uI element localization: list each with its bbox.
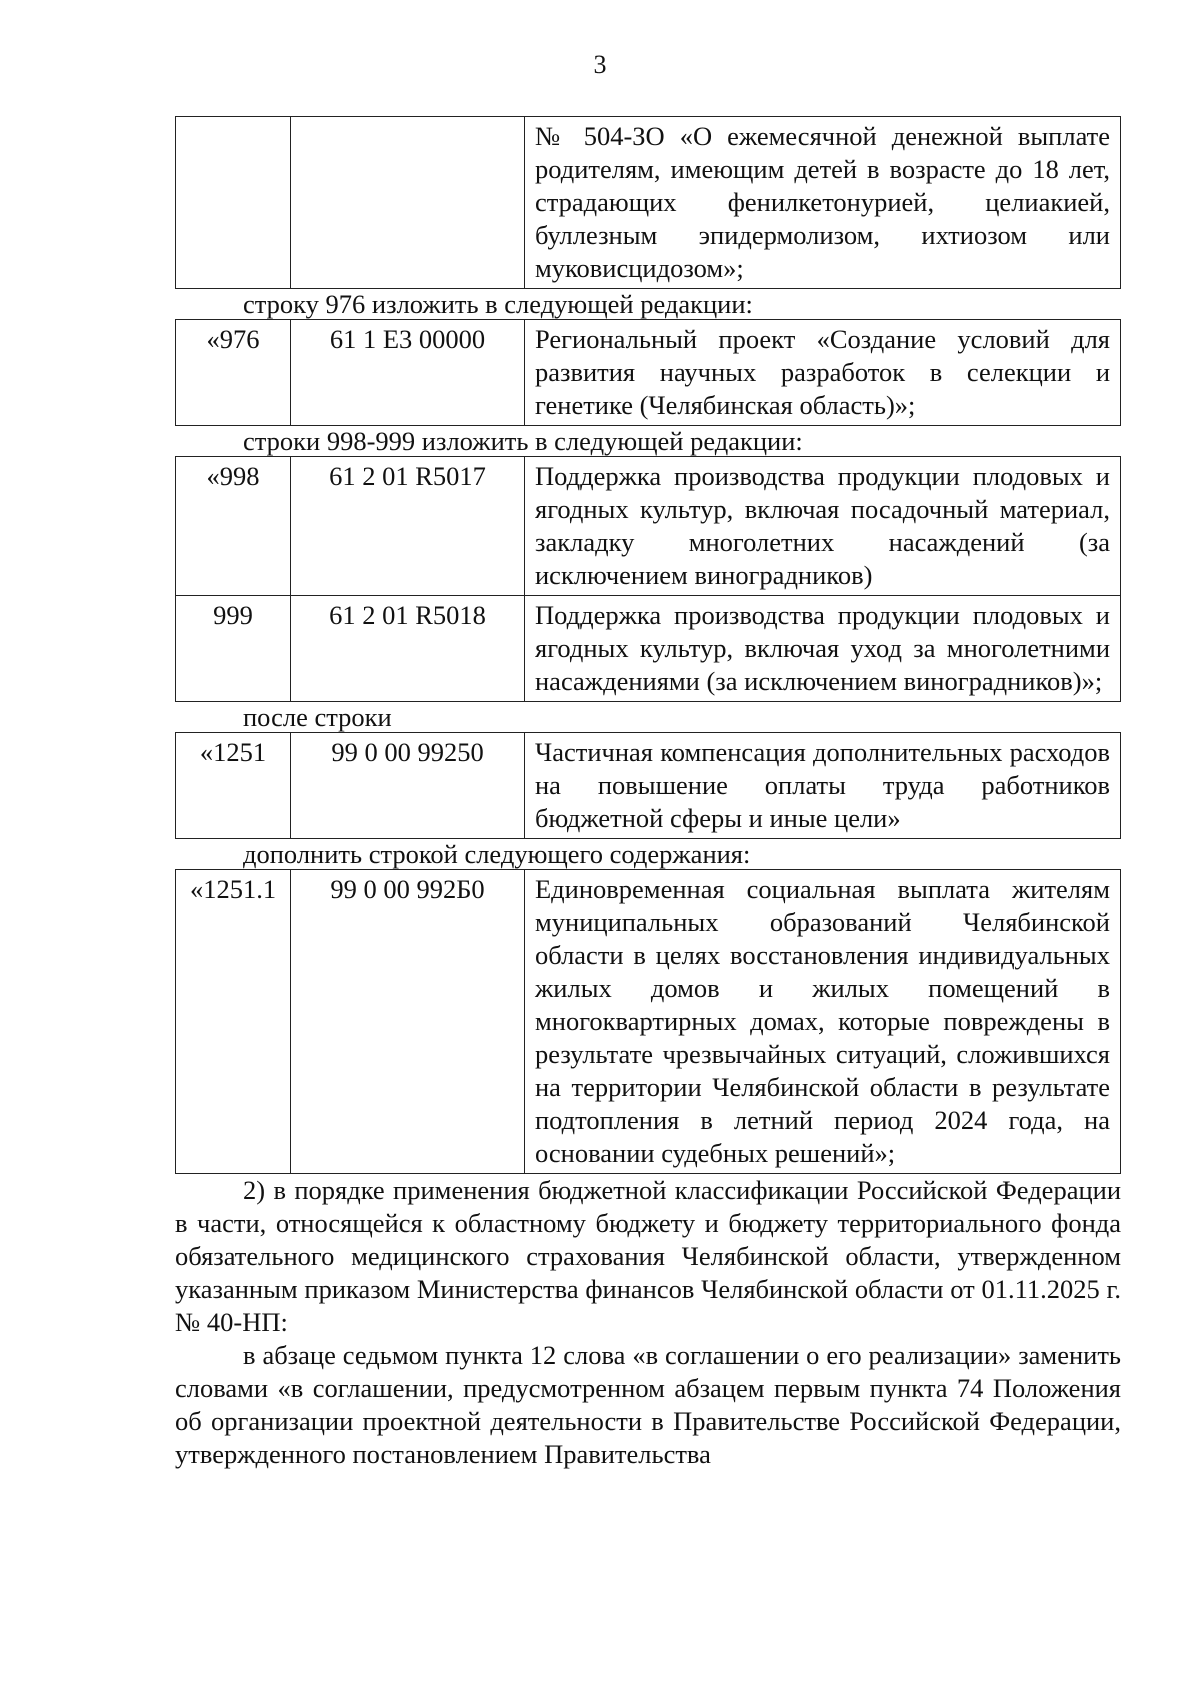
table-rows-998-999: [175, 456, 1121, 702]
table-row: [176, 870, 1121, 1174]
table-row: [176, 596, 1121, 702]
row-number-cell: «1251: [176, 733, 291, 839]
row-code-cell: 61 1 Е3 00000: [291, 320, 525, 426]
instruction-998-999: строки 998-999 изложить в следующей редакции:: [243, 426, 803, 456]
table-row-1251: [175, 732, 1121, 839]
row-text-cell: Поддержка производства продукции плодовых и ягодных культур, включая посадочный материал, закладку многолетних насаждений (за исключением виноградников): [525, 457, 1121, 596]
row-number-cell: [176, 117, 291, 289]
row-number-cell: «976: [176, 320, 291, 426]
instruction-976: строку 976 изложить в следующей редакции:: [243, 289, 753, 319]
row-code-cell: 61 2 01 R5018: [291, 596, 525, 702]
paragraph-budget-classification: 2) в порядке применения бюджетной классификации Российской Федерации в части, относящейся к областному бюджету и бюджету территориального фонда обязательного медицинского страхования Челябинской области, утвержденном указанным приказом Министерства финансов Челябинской области от 01.11.2025 г. № 40-НП:: [175, 1175, 1121, 1337]
row-code-cell: 99 0 00 99250: [291, 733, 525, 839]
table-continuation: [175, 116, 1121, 289]
row-text-cell: Поддержка производства продукции плодовых и ягодных культур, включая уход за многолетними насаждениями (за исключением виноградников)»;: [525, 596, 1121, 702]
table-row: [176, 733, 1121, 839]
row-text-cell: № 504-ЗО «О ежемесячной денежной выплате родителям, имеющим детей в возрасте до 18 лет, страдающих фенилкетонурией, целиакией, буллезным эпидермолизом, ихтиозом или муковисцидозом»;: [525, 117, 1121, 289]
table-row: [176, 457, 1121, 596]
row-number-cell: «1251.1: [176, 870, 291, 1174]
instruction-add-row: дополнить строкой следующего содержания:: [243, 839, 751, 869]
document-body: [175, 116, 1121, 1471]
row-number-cell: «998: [176, 457, 291, 596]
row-number-cell: 999: [176, 596, 291, 702]
table-row: [176, 320, 1121, 426]
row-code-cell: [291, 117, 525, 289]
row-text-cell: Частичная компенсация дополнительных расходов на повышение оплаты труда работников бюджетной сферы и иные цели»: [525, 733, 1121, 839]
table-row-1251-1: [175, 869, 1121, 1174]
row-code-cell: 99 0 00 992Б0: [291, 870, 525, 1174]
row-text-cell: Региональный проект «Создание условий для развития научных разработок в селекции и генетике (Челябинская область)»;: [525, 320, 1121, 426]
paragraph-amendment: в абзаце седьмом пункта 12 слова «в соглашении о его реализации» заменить словами «в соглашении, предусмотренном абзацем первым пункта 74 Положения об организации проектной деятельности в Правительстве Российской Федерации, утвержденного постановлением Правительства: [175, 1340, 1121, 1469]
row-code-cell: 61 2 01 R5017: [291, 457, 525, 596]
instruction-after-row: после строки: [243, 702, 392, 732]
row-text-cell: Единовременная социальная выплата жителям муниципальных образований Челябинской области в целях восстановления индивидуальных жилых домов и жилых помещений в многоквартирных домах, которые повреждены в результате чрезвычайных ситуаций, сложившихся на территории Челябинской области в результате подтопления в летний период 2024 года, на основании судебных решений»;: [525, 870, 1121, 1174]
table-row: [176, 117, 1121, 289]
page-number: 3: [593, 50, 607, 79]
table-row-976: [175, 319, 1121, 426]
